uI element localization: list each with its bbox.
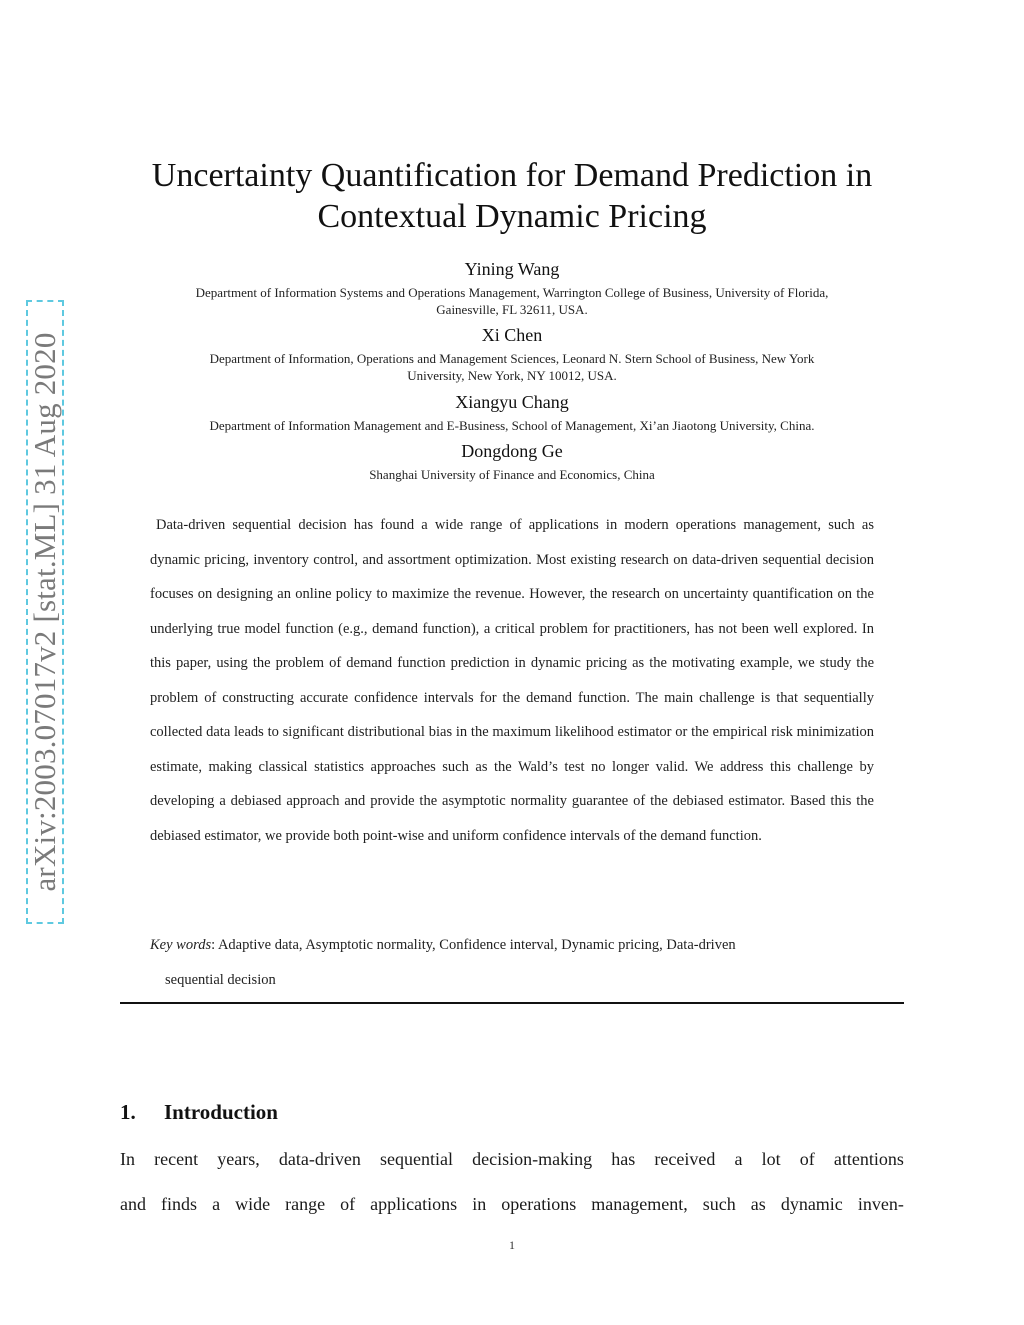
intro-word: as (750, 1194, 766, 1214)
affiliation-line: Gainesville, FL 32611, USA. (436, 302, 588, 317)
section-heading (120, 1100, 278, 1125)
intro-word: a (212, 1194, 221, 1214)
author-affiliation (130, 417, 894, 434)
author-affiliation (130, 466, 894, 483)
intro-word: received (654, 1149, 716, 1169)
keywords-label: Key words (150, 937, 212, 953)
abstract-text: Data-driven sequential decision has found a wide range of applications in modern operations management, such as dynamic pricing, inventory control, and assortment optimization. Most existing research on data-driven sequential decision focuses on designing an online policy to maximize the revenue. However, the research on uncertainty quantification on the underlying true model function (e.g., demand function), a critical problem for practitioners, has not been well explored. In this paper, using the problem of demand function prediction in dynamic pricing as the motivating example, we study the problem of constructing accurate confidence intervals for the demand function. The main challenge is that sequentially collected data leads to significant distributional bias in the maximum likelihood estimator or the empirical risk minimization estimate, making classical statistics approaches such as the Wald’s test no longer valid. We address this challenge by developing a debiased approach and provide the asymptotic normality guarantee of the debiased estimator. Based this the debiased estimator, we provide both point-wise and uniform confidence intervals of the demand function. (150, 517, 874, 844)
author-name: Yining Wang (464, 259, 560, 279)
intro-word: a (734, 1149, 743, 1169)
intro-word: attentions (833, 1149, 904, 1169)
intro-word: management, (591, 1194, 688, 1214)
keywords-line-2: sequential decision (165, 972, 276, 988)
author-name: Dongdong Ge (461, 441, 563, 461)
section-number: 1. (120, 1100, 136, 1124)
intro-word: wide (235, 1194, 271, 1214)
author-affiliation (130, 284, 894, 318)
arxiv-identifier-text: arXiv:2003.07017v2 [stat.ML] 31 Aug 2020 (27, 332, 62, 892)
intro-word: such (702, 1194, 736, 1214)
header-divider (120, 1002, 904, 1004)
intro-word: applications (370, 1194, 458, 1214)
intro-word: recent (154, 1149, 199, 1169)
affiliation-line: University, New York, NY 10012, USA. (407, 368, 617, 383)
intro-word: sequential (379, 1149, 453, 1169)
author-affiliation (130, 350, 894, 384)
intro-word: In (120, 1149, 135, 1169)
intro-word: dynamic (780, 1194, 843, 1214)
author-name: Xi Chen (481, 325, 543, 345)
intro-word: and (120, 1194, 146, 1214)
intro-word: of (799, 1149, 815, 1169)
intro-word: data-driven (278, 1149, 361, 1169)
section-title: Introduction (164, 1100, 278, 1124)
affiliation-line: Department of Information Systems and Operations Management, Warrington College of Business, University of Florida, (195, 285, 829, 300)
intro-word: years, (217, 1149, 260, 1169)
intro-text-line (120, 1194, 904, 1215)
intro-word: finds (161, 1194, 198, 1214)
affiliation-line: Department of Information Management and E-Business, School of Management, Xi’an Jiaotong University, China. (209, 418, 815, 433)
intro-text-line (120, 1149, 904, 1170)
keywords-colon: : (211, 937, 216, 953)
affiliation-line: Department of Information, Operations and Management Sciences, Leonard N. Stern School of Business, New York (209, 351, 815, 366)
intro-word: operations (501, 1194, 577, 1214)
title-line-2: Contextual Dynamic Pricing (317, 198, 707, 235)
intro-word: of (340, 1194, 356, 1214)
keywords-line-1: Adaptive data, Asymptotic normality, Confidence interval, Dynamic pricing, Data-driven (217, 937, 736, 953)
paper-title (110, 155, 914, 237)
intro-word: lot (761, 1149, 781, 1169)
author-name: Xiangyu Chang (455, 392, 569, 412)
keywords (150, 928, 874, 998)
intro-word: decision-making (472, 1149, 593, 1169)
affiliation-line: Shanghai University of Finance and Economics, China (369, 467, 655, 482)
intro-word: range (285, 1194, 326, 1214)
intro-word: inven- (857, 1194, 904, 1214)
page-number: 1 (509, 1238, 515, 1252)
title-line-1: Uncertainty Quantification for Demand Prediction in (151, 157, 873, 194)
intro-word: in (472, 1194, 487, 1214)
intro-word: has (611, 1149, 636, 1169)
arxiv-identifier-stamp (26, 300, 64, 924)
